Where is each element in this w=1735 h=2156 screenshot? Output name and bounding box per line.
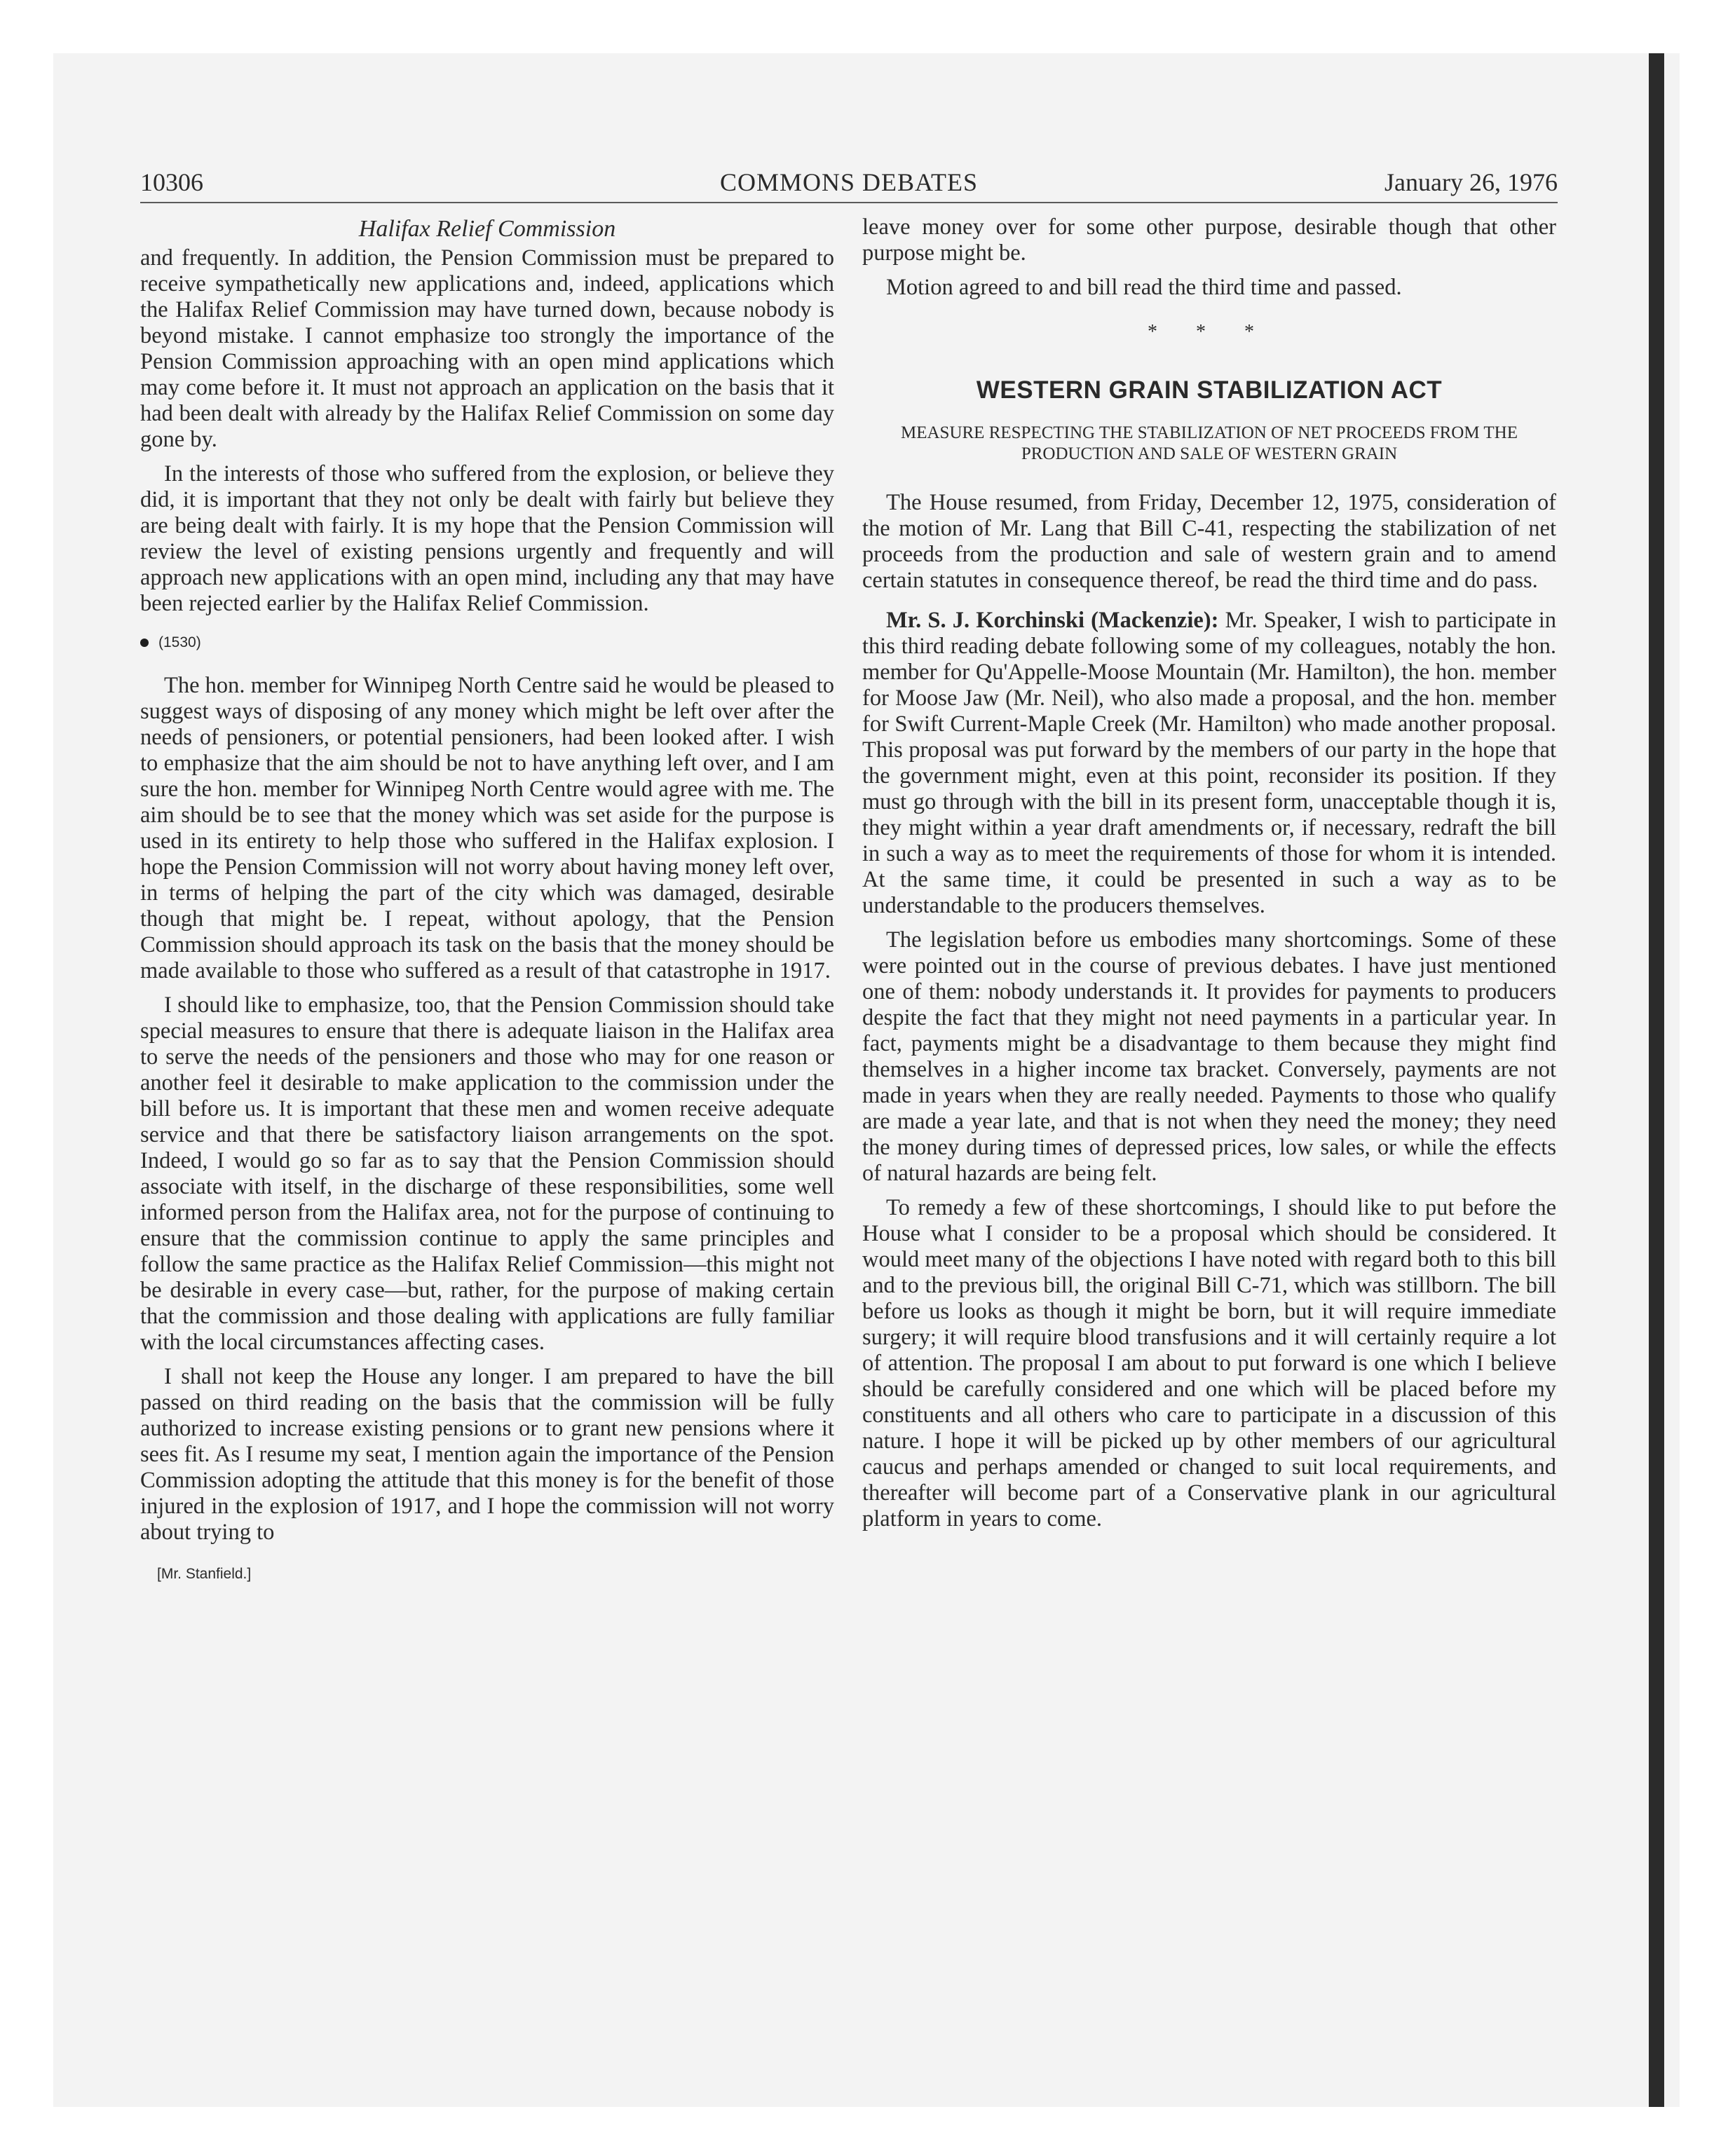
time-marker-text: (1530) <box>158 634 201 650</box>
time-marker <box>140 634 834 652</box>
running-head: Halifax Relief Commission <box>358 216 616 242</box>
paragraph: In the interests of those who suffered from the explosion, or believe they did, it is important that they not only be dealt with fairly but believe they are being dealt with fairly. It is my hope that the Pension Commission will review the level of existing pensions urgently and frequently and will approach new applications with an open mind, including any that may have been rejected earlier by the Halifax Relief Commission. <box>140 461 834 616</box>
speaker-name: Mr. S. J. Korchinski (Mackenzie): <box>886 608 1219 633</box>
paragraph: I should like to emphasize, too, that the Pension Commission should take special measures to ensure that there is adequate liaison in the Halifax area to serve the needs of the pensioners and those who may for one reason or another feel it desirable to make application to the commission under the bill before us. It is important that these men and women receive adequate service and that there be satisfactory liaison arrangements on the spot. Indeed, I would go so far as to say that the Pension Commission should associate with itself, in the discharge of these responsibilities, some well informed person from the Halifax area, not for the purpose of continuing to ensure that the commission continue to apply the same principles and follow the same practice as the Halifax Relief Commission—this might not be desirable in every case—but, rather, for the purpose of making certain that the commission and those dealing with applications are fully familiar with the local circumstances affecting cases. <box>140 992 834 1355</box>
section-subtitle: MEASURE RESPECTING THE STABILIZATION OF NET PROCEEDS FROM THE PRODUCTION AND SALE OF WESTERN GRAIN <box>900 423 1518 463</box>
paragraph: and frequently. In addition, the Pension Commission must be prepared to receive sympathetically new applications and, indeed, applications which the Halifax Relief Commission may have turned down, because nobody is beyond mistake. I cannot emphasize too strongly the importance of the Pension Commission approaching with an open mind applications which may come before it. It must not approach an application on the basis that it had been dealt with already by the Halifax Relief Commission on some day gone by. <box>140 245 834 452</box>
page-number: 10306 <box>140 168 203 196</box>
paragraph: The legislation before us embodies many shortcomings. Some of these were pointed out in the course of previous debates. I have just mentioned one of them: nobody understands it. It provides for payments to producers despite the fact that they might not need payments in a particular year. In fact, payments might be a disadvantage to them because they might find themselves in a higher income tax bracket. Conversely, payments are not made in years when they are really needed. Payments to those who qualify are made a year late, and that is not when they need the money; they need the money during times of depressed prices, low sales, or while the effects of natural hazards are being felt. <box>862 927 1556 1186</box>
page-header <box>140 165 1558 203</box>
paragraph: leave money over for some other purpose, desirable though that other purpose might be. <box>862 214 1556 266</box>
paragraph: To remedy a few of these shortcomings, I should like to put before the House what I consider to be a proposal which should be considered. It would meet many of the objections I have noted with regard both to this bill and to the previous bill, the original Bill C-71, which was stillborn. The bill before us looks as though it might be born, but it will require immediate surgery; it will require blood transfusions and it will certainly require a lot of attention. The proposal I am about to put forward is one which I believe should be carefully considered and one which will be placed before my constituents and all others who care to participate in a discussion of this nature. I hope it will be picked up by other members of our agricultural caucus and perhaps amended or changed to suit local requirements, and thereafter will become part of a Conservative plank in our agricultural platform in years to come. <box>862 1195 1556 1531</box>
page-edge-shadow <box>1649 53 1664 2107</box>
speech-text: Mr. Speaker, I wish to participate in this third reading debate following some of my colleagues, notably the hon. member for Qu'Appelle-Moose Mountain (Mr. Hamilton), the hon. member for Moose Jaw (Mr. Neil), who also made a proposal, and the hon. member for Swift Current-Maple Creek (Mr. Hamilton) who made another proposal. This proposal was put forward by the members of our party in the hope that the government might, even at this point, reconsider its position. If they must go through with the bill in its present form, unacceptable though it is, they might within a year draft amendments or, if necessary, redraft the bill in such a way as to meet the requirements of those for whom it is intended. At the same time, it could be presented in such a way as to be understandable to the producers themselves. <box>862 608 1556 918</box>
speech-paragraph <box>862 608 1556 919</box>
speaker-attribution: [Mr. Stanfield.] <box>157 1566 252 1582</box>
bullet-icon <box>140 639 149 647</box>
section-separator: * * * <box>1148 321 1271 343</box>
motion-result: Motion agreed to and bill read the third time and passed. <box>886 275 1402 300</box>
paragraph: I shall not keep the House any longer. I am prepared to have the bill passed on third reading on the basis that the commission will be fully authorized to increase existing pensions or to grant new pensions where it sees fit. As I resume my seat, I mention again the importance of the Pension Commission adopting the attitude that this money is for the benefit of those injured in the explosion of 1917, and I hope the commission will not worry about trying to <box>140 1364 834 1545</box>
section-title: WESTERN GRAIN STABILIZATION ACT <box>976 376 1443 404</box>
paragraph: The House resumed, from Friday, December 12, 1975, consideration of the motion of Mr. Lang that Bill C-41, respecting the stabilization of net proceeds from the production and sale of western grain and to amend certain statutes in consequence thereof, be read the third time and do pass. <box>862 490 1556 593</box>
paragraph: The hon. member for Winnipeg North Centre said he would be pleased to suggest ways of disposing of any money which might be left over after the needs of pensioners, or potential pensioners, had been looked after. I wish to emphasize that the aim should be not to have anything left over, and I am sure the hon. member for Winnipeg North Centre would agree with me. The aim should be to see that the money which was set aside for the purpose is used in its entirety to help those who suffered in the Halifax explosion. I hope the Pension Commission will not worry about having money left over, in terms of helping the part of the city which was damaged, desirable though that might be. I repeat, without apology, that the Pension Commission should approach its task on the basis that the money should be made available to those who suffered as a result of that catastrophe in 1917. <box>140 673 834 983</box>
publication-title: COMMONS DEBATES <box>719 168 979 196</box>
right-column <box>862 214 1556 1541</box>
left-column <box>140 214 834 1587</box>
page-date: January 26, 1976 <box>1384 168 1558 196</box>
